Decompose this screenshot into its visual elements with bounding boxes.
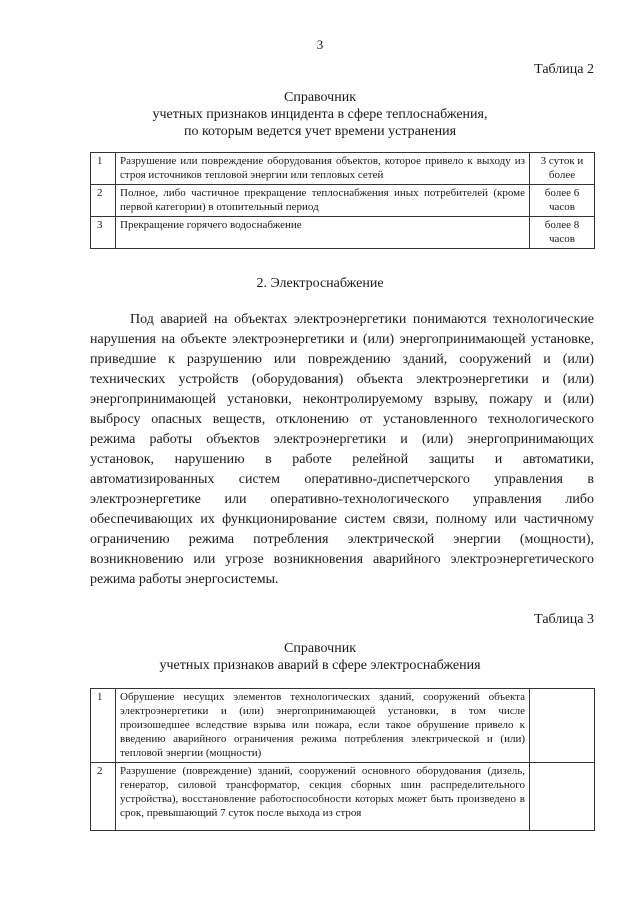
table-row-text: Обрушение несущих элементов технологических зданий, сооружений объекта электроэнергетики и (или) энергопринимающей установки, в том числе произошедшее вследствие взрыва или пожара, если такое обрушение привело к введению аварийного ограничения режима потребления электрической и (или) тепловой энергии (мощности) [116,689,530,763]
table-2-heading [0,89,640,140]
table-3 [90,688,595,831]
table-row-number: 2 [91,763,116,831]
table-2-heading-line-1: Справочник [283,90,357,105]
table-row-text: Полное, либо частичное прекращение теплоснабжения иных потребителей (кроме первой категории) в отопительный период [116,185,530,217]
section-title: 2. Электроснабжение [256,276,384,291]
section-paragraph: Под аварией на объектах электроэнергетики понимаются технологические нарушения на объекте электроэнергетики и (или) энергопринимающей установке, приведшие к разрушению или повреждению зданий, сооружений и (или) технических устройств (оборудования) объекта электроэнергетики и (или) энергопринимающей установки, неконтролируемому взрыву, пожару и (или) выбросу опасных веществ, отклонению от установленного технологического режима работы объектов электроэнергетики и (или) энергопринимающих установок, нарушению в работе релейной защиты и автоматики, автоматизированных систем оперативно-диспетчерского управления в электроэнергетике или оперативно-технологического управления либо обеспечивающих их функционирование систем связи, полному или частичному ограничению режима потребления электрической энергии (мощности), возникновению или угрозе возникновения аварийного электроэнергетического режима работы энергосистемы. [90,312,594,587]
table-row-number: 1 [91,689,116,763]
table-row-number: 2 [91,185,116,217]
table-3-heading-line-1: Справочник [283,641,357,656]
table-3-caption: Таблица 3 [534,612,594,627]
table-2-heading-line-2: учетных признаков инцидента в сфере теплоснабжения, [152,107,488,122]
table-3-heading-line-2: учетных признаков аварий в сфере электроснабжения [159,658,481,673]
table-2-caption: Таблица 2 [534,62,594,77]
table-row [91,763,595,831]
table-row-value [530,689,595,763]
table-row-value: 3 суток и более [530,153,595,185]
table-row [91,689,595,763]
table-2-heading-line-3: по которым ведется учет времени устранения [183,124,457,139]
table-2 [90,152,595,249]
table-row-text: Разрушение (повреждение) зданий, сооружений основного оборудования (дизель, генератор, силовой трансформатор, секция сборных шин распределительного устройства), восстановление работоспособности которых может быть произведено в срок, превышающий 7 суток после выхода из строя [116,763,530,831]
table-row [91,217,595,249]
table-row-text: Разрушение или повреждение оборудования объектов, которое привело к выходу из строя источников тепловой энергии или тепловых сетей [116,153,530,185]
table-row-number: 3 [91,217,116,249]
table-row-text: Прекращение горячего водоснабжение [116,217,530,249]
table-row-value [530,763,595,831]
table-row [91,153,595,185]
table-row [91,185,595,217]
page-number: 3 [316,37,324,52]
table-row-value: более 8 часов [530,217,595,249]
table-row-value: более 6 часов [530,185,595,217]
table-3-heading [0,640,640,674]
table-row-number: 1 [91,153,116,185]
